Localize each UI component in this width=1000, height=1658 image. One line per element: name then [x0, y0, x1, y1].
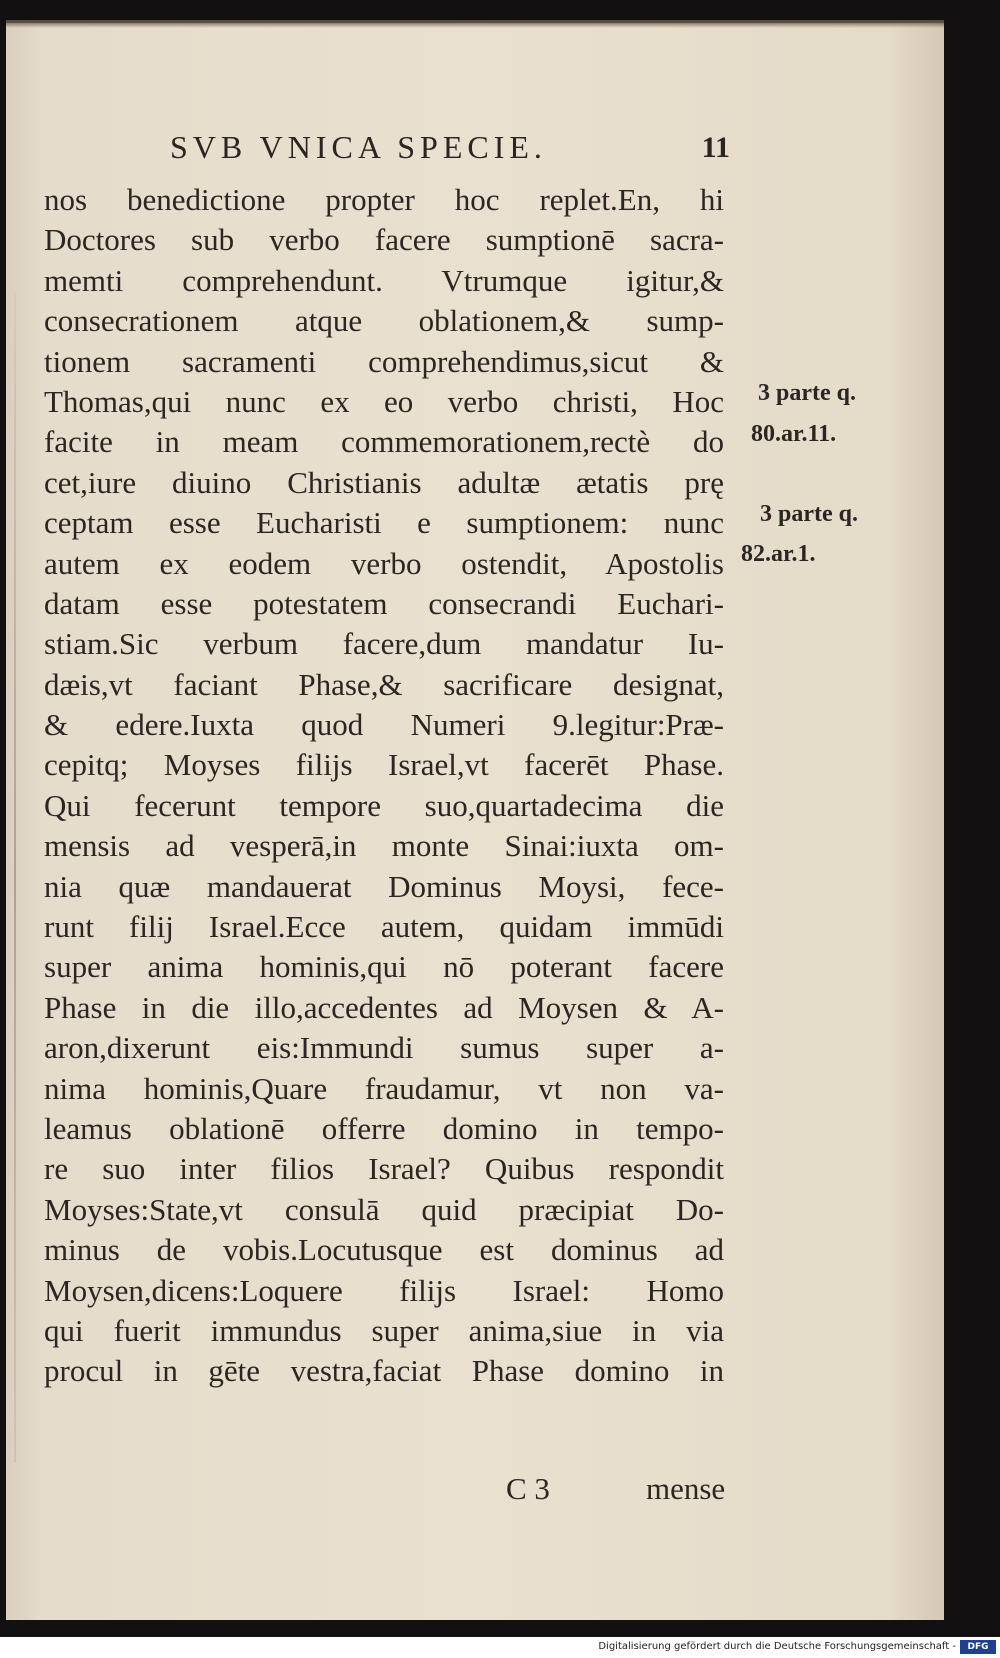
text-line: nia quæ mandauerat Dominus Moysi, fece- [44, 868, 724, 904]
text-line: consecrationem atque oblationem,& sump- [44, 303, 724, 339]
digitization-footer [0, 1637, 1000, 1658]
text-line: procul in gēte vestra,faciat Phase domino in [44, 1353, 724, 1389]
text-line: cepitq; Moyses filijs Israel,vt facerēt Phase. [44, 747, 724, 783]
text-line: leamus oblationē offerre domino in tempo- [44, 1110, 724, 1146]
funding-credit: Digitalisierung gefördert durch die Deutsche Forschungsgemeinschaft - [598, 1641, 956, 1652]
margin-note: 3 parte q. [758, 380, 856, 406]
text-line: datam esse potestatem consecrandi Euchari- [44, 585, 724, 621]
text-line: runt filij Israel.Ecce autem, quidam immūdi [44, 909, 724, 945]
text-line: & edere.Iuxta quod Numeri 9.legitur:Præ- [44, 707, 724, 743]
text-line: re suo inter filios Israel? Quibus respondit [44, 1151, 724, 1187]
text-line: Doctores sub verbo facere sumptionē sacra- [44, 222, 724, 258]
folio-number: 11 [701, 131, 730, 164]
catchline [506, 1471, 726, 1511]
margin-note: 3 parte q. [760, 501, 858, 527]
text-line: nos benedictione propter hoc replet.En, hi [44, 182, 724, 217]
margin-note: 82.ar.1. [741, 541, 816, 567]
book-page [6, 20, 944, 1620]
text-line: ceptam esse Eucharisti e sumptionem: nunc [44, 505, 724, 541]
text-line: aron,dixerunt eis:Immundi sumus super a- [44, 1030, 724, 1066]
text-line: Thomas,qui nunc ex eo verbo christi, Hoc [44, 383, 724, 419]
text-line: qui fuerit immundus super anima,siue in via [44, 1312, 724, 1348]
running-title: SVB VNICA SPECIE. [170, 129, 547, 165]
text-line: cet,iure diuino Christianis adultæ ætatis prę [44, 464, 724, 500]
text-line: facite in meam commemorationem,rectè do [44, 424, 724, 460]
text-line: Moyses:State,vt consulā quid præcipiat Do- [44, 1191, 724, 1227]
page-edge-shadow [6, 20, 944, 28]
page-header [170, 129, 730, 179]
text-line: stiam.Sic verbum facere,dum mandatur Iu- [44, 626, 724, 662]
text-line: Qui fecerunt tempore suo,quartadecima die [44, 787, 724, 823]
signature-mark: C 3 [506, 1471, 550, 1506]
catchword: mense [646, 1471, 726, 1506]
text-line: Moysen,dicens:Loquere filijs Israel: Homo [44, 1272, 724, 1308]
text-line: nima hominis,Quare fraudamur, vt non va- [44, 1070, 724, 1106]
text-line: memti comprehendunt. Vtrumque igitur,& [44, 262, 724, 298]
body-text [44, 180, 724, 1392]
text-line: dæis,vt faciant Phase,& sacrificare designat, [44, 666, 724, 702]
text-line: super anima hominis,qui nō poterant facere [44, 949, 724, 985]
text-line: tionem sacramenti comprehendimus,sicut & [44, 343, 724, 379]
text-line: autem ex eodem verbo ostendit, Apostolis [44, 545, 724, 581]
text-line: mensis ad vesperā,in monte Sinai:iuxta om- [44, 828, 724, 864]
margin-note: 80.ar.11. [751, 421, 837, 447]
page-crease [14, 293, 16, 1463]
dfg-logo: DFG [960, 1640, 996, 1654]
text-line: Phase in die illo,accedentes ad Moysen & A- [44, 989, 724, 1025]
text-line: minus de vobis.Locutusque est dominus ad [44, 1232, 724, 1268]
